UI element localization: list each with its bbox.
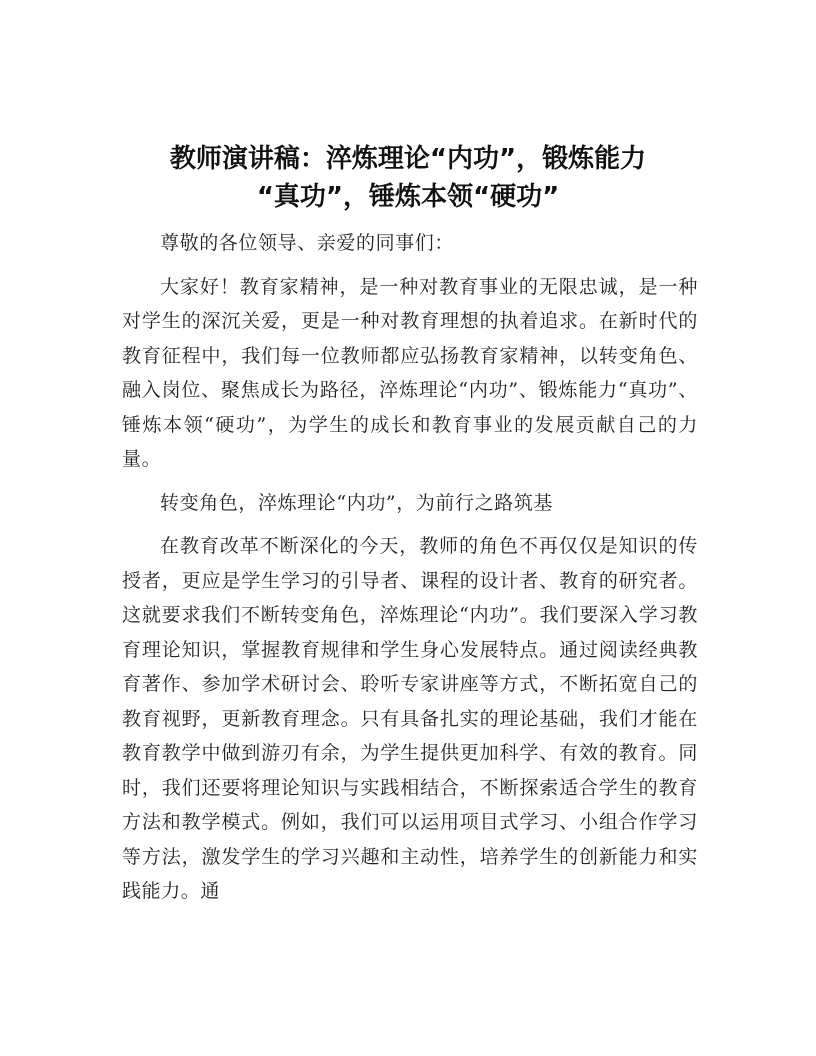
section-heading: 转变角色，淬炼理论“内功”，为前行之路筑基: [160, 491, 554, 514]
paragraph: 大家好！教育家精神，是一种对教育事业的无限忠诚，是一种对学生的深沉关爱，更是一种对教育理想的执着追求。在新时代的教育征程中，我们每一位教师都应弘扬教育家精神，以转变角色、融入岗位、聚焦成长为路径，淬炼理论“内功”、锻炼能力“真功”、锤炼本领“硬功”，为学生的成长和教育事业的发展贡献自己的力量。: [122, 275, 698, 470]
document-title: [100, 140, 716, 216]
title-line-1: 教师演讲稿：淬炼理论“内功”，锻炼能力: [169, 144, 647, 174]
title-line-2: “真功”，锤炼本领“硬功”: [256, 182, 560, 212]
paragraph: 在教育改革不断深化的今天，教师的角色不再仅仅是知识的传授者，更应是学生学习的引导者、课程的设计者、教育的研究者。这就要求我们不断转变角色，淬炼理论“内功”。我们要深入学习教育理论知识，掌握教育规律和学生身心发展特点。通过阅读经典教育著作、参加学术研讨会、聆听专家讲座等方式，不断拓宽自己的教育视野，更新教育理念。只有具备扎实的理论基础，我们才能在教育教学中做到游刃有余，为学生提供更加科学、有效的教育。同时，我们还要将理论知识与实践相结合，不断探索适合学生的教育方法和教学模式。例如，我们可以运用项目式学习、小组合作学习等方法，激发学生的学习兴趣和主动性，培养学生的创新能力和实践能力。通: [122, 535, 698, 902]
salutation: 尊敬的各位领导、亲爱的同事们：: [160, 232, 455, 254]
document-body: [122, 226, 698, 918]
